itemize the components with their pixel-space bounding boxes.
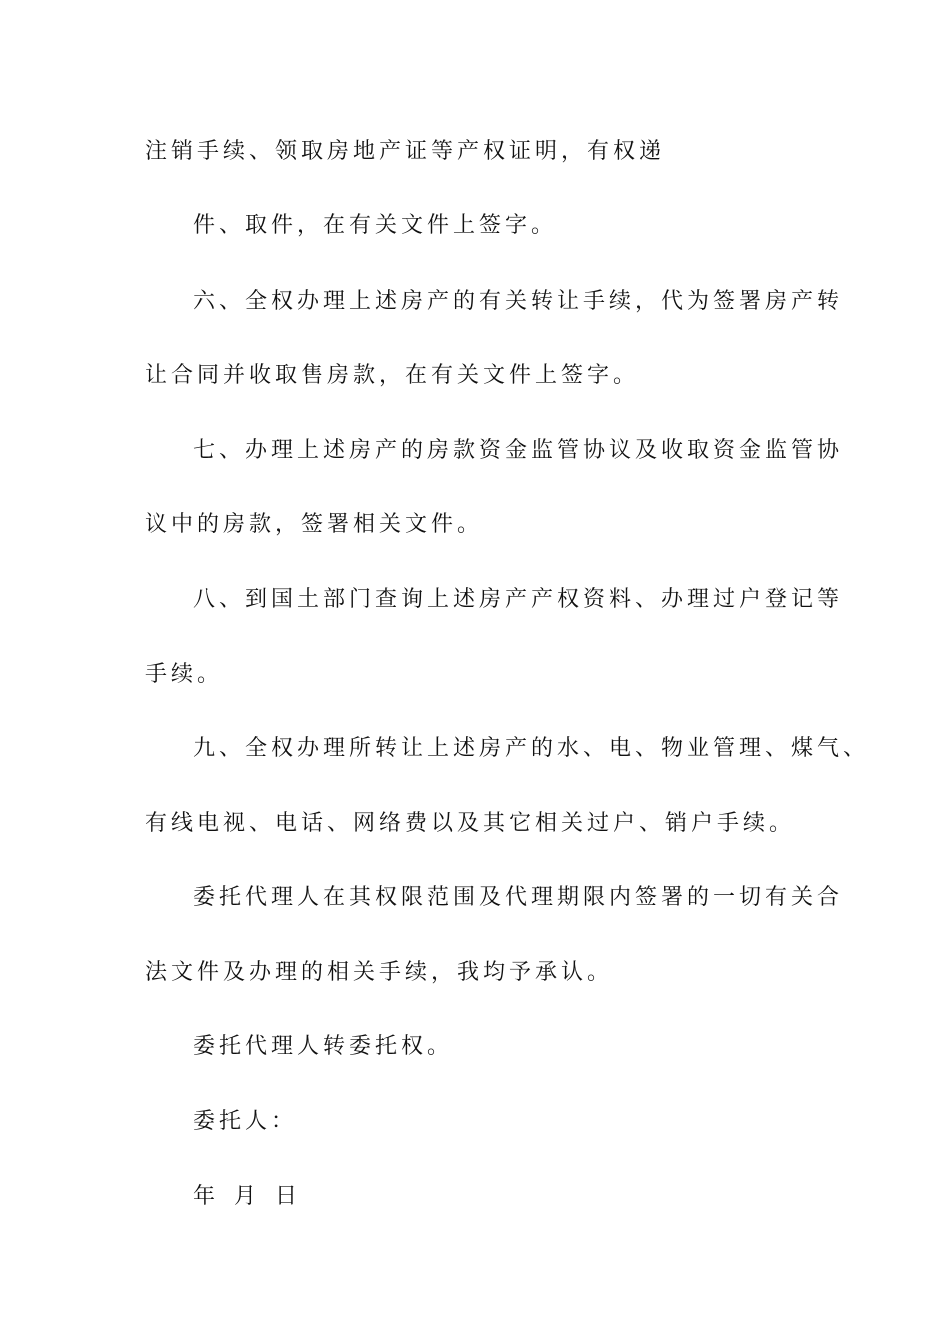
paragraph-line: 八、到国土部门查询上述房产产权资料、办理过户登记等 <box>193 587 844 612</box>
paragraph-line: 法文件及办理的相关手续，我均予承认。 <box>145 960 614 985</box>
paragraph-line: 七、办理上述房产的房款资金监管协议及收取资金监管协 <box>193 438 844 463</box>
paragraph-line: 议中的房款，签署相关文件。 <box>145 512 484 537</box>
paragraph-line: 手续。 <box>145 662 224 687</box>
paragraph-line: 委托代理人在其权限范围及代理期限内签署的一切有关合 <box>193 885 844 910</box>
paragraph-line: 件、取件，在有关文件上签字。 <box>193 213 558 238</box>
paragraph-line: 委托代理人转委托权。 <box>193 1034 454 1059</box>
paragraph-line: 让合同并收取售房款，在有关文件上签字。 <box>145 363 640 388</box>
paragraph-line: 九、全权办理所转让上述房产的水、电、物业管理、煤气、 <box>193 736 870 761</box>
paragraph-line: 注销手续、领取房地产证等产权证明，有权递 <box>145 139 666 164</box>
date-line: 年 月 日 <box>193 1184 303 1209</box>
paragraph-line: 有线电视、电话、网络费以及其它相关过户、销户手续。 <box>145 811 796 836</box>
paragraph-line: 六、全权办理上述房产的有关转让手续，代为签署房产转 <box>193 289 844 314</box>
signature-label: 委托人： <box>193 1109 298 1134</box>
